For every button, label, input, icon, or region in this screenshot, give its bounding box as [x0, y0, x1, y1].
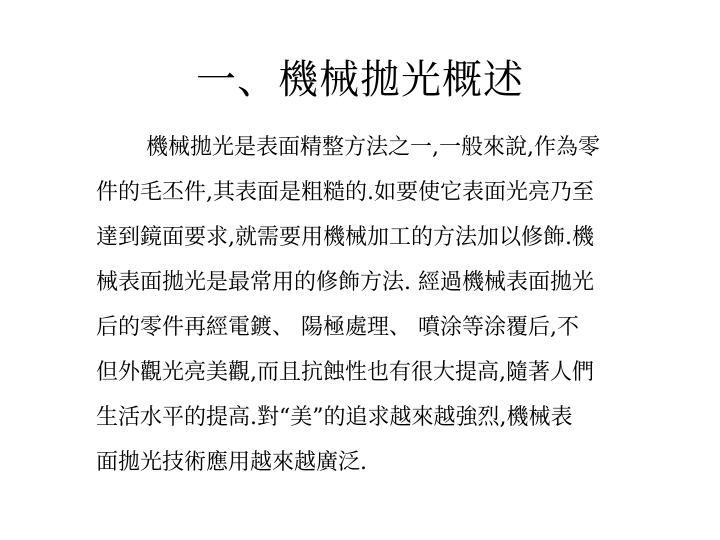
paragraph-line: 件的毛丕件,其表面是粗糙的.如要使它表面光亮乃至	[96, 180, 594, 205]
paragraph-line: 后的零件再經電鍍、 陽極處理、 噴涂等涂覆后,不	[96, 315, 579, 340]
paragraph-line: 機械拋光是表面精整方法之一,一般來說,作為零	[146, 135, 600, 160]
paragraph-line: 面拋光技術應用越來越廣泛.	[96, 450, 367, 475]
slide-title: 一、機械拋光概述	[196, 57, 524, 103]
paragraph-line: 械表面拋光是最常用的修飾方法. 經過機械表面拋光	[96, 270, 594, 295]
paragraph-line: 生活水平的提高.對“美”的追求越來越強烈,機械表	[96, 405, 573, 430]
paragraph-line: 但外觀光亮美觀,而且抗蝕性也有很大提高,隨著人們	[96, 360, 594, 385]
body-paragraph	[96, 125, 652, 485]
paragraph-line: 達到鏡面要求,就需要用機械加工的方法加以修飾.機	[96, 225, 594, 250]
